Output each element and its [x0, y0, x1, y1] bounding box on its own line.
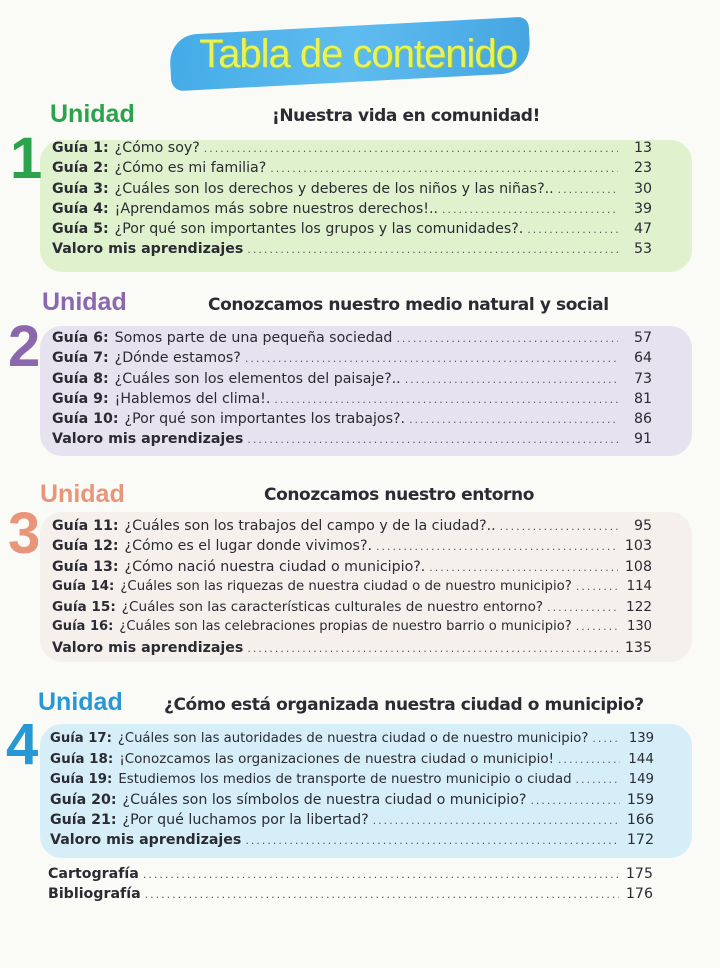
entry-text: ¿Cuáles son los símbolos de nuestra ciudad o municipio? — [122, 791, 527, 808]
leader-dots — [247, 642, 618, 655]
entry-page: 135 — [624, 639, 652, 656]
entry-text: ¿Por qué luchamos por la libertad? — [122, 812, 369, 829]
toc-entry[interactable] — [52, 181, 652, 201]
entry-page: 53 — [633, 241, 652, 258]
entry-text: ¿Cuáles son los trabajos del campo y de la ciudad?.. — [124, 518, 496, 534]
entry-page: 64 — [633, 350, 652, 367]
entry-label: Guía 18: — [50, 751, 114, 768]
entry-text: ¿Por qué son importantes los grupos y las comunidades?. — [114, 221, 524, 238]
entry-text: ¿Cómo nació nuestra ciudad o municipio?. — [124, 558, 426, 575]
entry-label: Guía 12: — [52, 538, 119, 555]
unit-3-label: Unidad — [40, 480, 125, 508]
leader-dots — [274, 393, 618, 406]
unit-4-label: Unidad — [38, 688, 123, 716]
entry-text: ¿Cuáles son las riquezas de nuestra ciudad o de nuestro municipio? — [120, 578, 572, 594]
entry-text: ¿Cuáles son las autoridades de nuestra ciudad o de nuestro municipio? — [117, 731, 589, 746]
unit-3-title: Conozcamos nuestro entorno — [264, 485, 534, 505]
toc-entry[interactable] — [50, 832, 654, 852]
leader-dots — [576, 620, 618, 633]
toc-entry[interactable] — [48, 866, 653, 886]
leader-dots — [270, 162, 618, 175]
toc-entry[interactable] — [52, 371, 652, 391]
toc-entry[interactable] — [50, 812, 654, 832]
leader-dots — [245, 834, 620, 847]
entry-page: 81 — [633, 390, 652, 407]
leader-dots — [396, 332, 618, 345]
entry-label: Guía 16: — [52, 619, 114, 635]
entry-page: 149 — [628, 771, 654, 787]
entry-label: Guía 15: — [52, 599, 116, 616]
toc-entry[interactable] — [50, 772, 654, 792]
entry-label: Cartografía — [48, 866, 139, 882]
toc-entry[interactable] — [52, 140, 652, 160]
toc-entry[interactable] — [52, 431, 652, 451]
leader-dots — [429, 561, 618, 574]
entry-page: 39 — [633, 200, 652, 217]
unit-2-entries — [52, 330, 652, 452]
leader-dots — [204, 142, 618, 155]
toc-entry[interactable] — [52, 411, 652, 431]
entry-label: Guía 10: — [52, 411, 119, 428]
unit-4-number: 4 — [6, 712, 39, 777]
toc-extras — [48, 866, 653, 907]
toc-entry[interactable] — [50, 731, 654, 751]
entry-text: ¿Cuáles son las características culturales de nuestro entorno? — [121, 599, 544, 616]
entry-label: Valoro mis aprendizajes — [52, 639, 244, 656]
entry-label: Guía 8: — [52, 370, 109, 387]
toc-entry[interactable] — [52, 518, 652, 538]
toc-entry[interactable] — [52, 579, 652, 599]
entry-label: Guía 5: — [52, 221, 109, 238]
entry-label: Guía 11: — [52, 518, 119, 534]
unit-1-entries — [52, 140, 652, 262]
leader-dots — [547, 601, 618, 614]
entry-text: ¿Cómo es el lugar donde vivimos?. — [124, 538, 372, 555]
leader-dots — [558, 183, 618, 196]
page-title: Tabla de contenido — [199, 32, 517, 76]
entry-label: Guía 7: — [52, 350, 109, 367]
entry-label: Guía 4: — [52, 200, 109, 217]
entry-page: 122 — [626, 599, 652, 616]
entry-page: 13 — [633, 140, 652, 156]
unit-3-entries — [52, 518, 652, 660]
leader-dots — [409, 413, 618, 426]
unit-4-entries — [50, 731, 654, 853]
leader-dots — [500, 520, 618, 533]
leader-dots — [247, 433, 618, 446]
leader-dots — [442, 203, 618, 216]
toc-entry[interactable] — [50, 751, 654, 771]
entry-label: Guía 9: — [52, 390, 109, 407]
toc-entry[interactable] — [50, 792, 654, 812]
toc-entry[interactable] — [52, 640, 652, 660]
toc-entry[interactable] — [52, 391, 652, 411]
entry-text: ¿Cuáles son los derechos y deberes de los niños y las niñas?.. — [114, 180, 554, 197]
entry-page: 114 — [626, 578, 652, 594]
unit-2-title: Conozcamos nuestro medio natural y social — [208, 295, 609, 315]
leader-dots — [245, 352, 618, 365]
leader-dots — [558, 753, 620, 766]
entry-text: Estudiemos los medios de transporte de nuestro municipio o ciudad — [118, 771, 572, 787]
leader-dots — [405, 373, 618, 386]
unit-3-number: 3 — [8, 501, 41, 566]
entry-page: 30 — [633, 180, 652, 197]
entry-page: 130 — [627, 619, 652, 635]
entry-page: 175 — [625, 866, 653, 882]
entry-page: 108 — [624, 558, 652, 575]
entry-label: Guía 13: — [52, 558, 119, 575]
entry-page: 166 — [626, 812, 654, 829]
leader-dots — [530, 794, 620, 807]
entry-label: Valoro mis aprendizajes — [52, 431, 244, 448]
entry-label: Bibliografía — [48, 886, 141, 903]
toc-entry[interactable] — [48, 886, 653, 906]
leader-dots — [247, 243, 618, 256]
entry-text: ¡Conozcamos las organizaciones de nuestra ciudad o municipio! — [119, 751, 554, 768]
entry-text: Somos parte de una pequeña sociedad — [114, 330, 393, 346]
unit-1-label: Unidad — [50, 100, 135, 128]
leader-dots — [145, 888, 619, 901]
entry-page: 159 — [626, 791, 654, 808]
entry-text: ¿Cuáles son las celebraciones propias de nuestro barrio o municipio? — [119, 619, 572, 635]
entry-page: 144 — [628, 751, 654, 768]
entry-label: Guía 17: — [50, 731, 112, 746]
toc-title-banner — [170, 18, 540, 88]
entry-label: Valoro mis aprendizajes — [50, 832, 242, 849]
leader-dots — [373, 814, 620, 827]
entry-label: Guía 1: — [52, 140, 109, 156]
entry-text: ¡Hablemos del clima!. — [114, 390, 271, 407]
entry-page: 47 — [633, 221, 652, 238]
toc-entry[interactable] — [52, 201, 652, 221]
entry-label: Valoro mis aprendizajes — [52, 241, 244, 258]
toc-entry[interactable] — [52, 241, 652, 261]
toc-entry[interactable] — [52, 160, 652, 180]
entry-page: 23 — [633, 160, 652, 177]
entry-text: ¡Aprendamos más sobre nuestros derechos!.. — [114, 200, 438, 217]
toc-entry[interactable] — [52, 619, 652, 639]
unit-1-number: 1 — [10, 126, 43, 191]
entry-text: ¿Dónde estamos? — [114, 350, 241, 367]
leader-dots — [143, 868, 619, 881]
entry-label: Guía 3: — [52, 180, 109, 197]
entry-label: Guía 14: — [52, 578, 115, 594]
leader-dots — [576, 773, 620, 786]
entry-label: Guía 20: — [50, 791, 117, 808]
toc-entry[interactable] — [52, 559, 652, 579]
entry-page: 86 — [633, 411, 652, 428]
toc-entry[interactable] — [52, 599, 652, 619]
toc-entry[interactable] — [52, 538, 652, 558]
entry-page: 139 — [628, 731, 654, 746]
entry-page: 103 — [624, 538, 652, 555]
toc-entry[interactable] — [52, 330, 652, 350]
entry-text: ¿Cómo soy? — [114, 140, 200, 156]
toc-entry[interactable] — [52, 350, 652, 370]
entry-page: 73 — [633, 370, 652, 387]
leader-dots — [376, 540, 618, 553]
unit-2-label: Unidad — [42, 288, 127, 316]
entry-text: ¿Cuáles son los elementos del paisaje?.. — [114, 370, 401, 387]
unit-2-number: 2 — [8, 314, 41, 379]
entry-label: Guía 2: — [52, 160, 109, 177]
entry-label: Guía 21: — [50, 812, 117, 829]
entry-page: 95 — [633, 518, 652, 534]
entry-label: Guía 6: — [52, 330, 109, 346]
unit-1-title: ¡Nuestra vida en comunidad! — [272, 106, 540, 126]
unit-4-title: ¿Cómo está organizada nuestra ciudad o municipio? — [164, 695, 644, 715]
entry-page: 91 — [633, 431, 652, 448]
entry-text: ¿Cómo es mi familia? — [114, 160, 267, 177]
entry-label: Guía 19: — [50, 771, 113, 787]
entry-page: 176 — [625, 886, 653, 903]
entry-page: 57 — [633, 330, 652, 346]
leader-dots — [527, 223, 618, 236]
entry-text: ¿Por qué son importantes los trabajos?. — [124, 411, 406, 428]
entry-page: 172 — [626, 832, 654, 849]
leader-dots — [576, 580, 618, 593]
leader-dots — [592, 732, 620, 745]
toc-entry[interactable] — [52, 221, 652, 241]
